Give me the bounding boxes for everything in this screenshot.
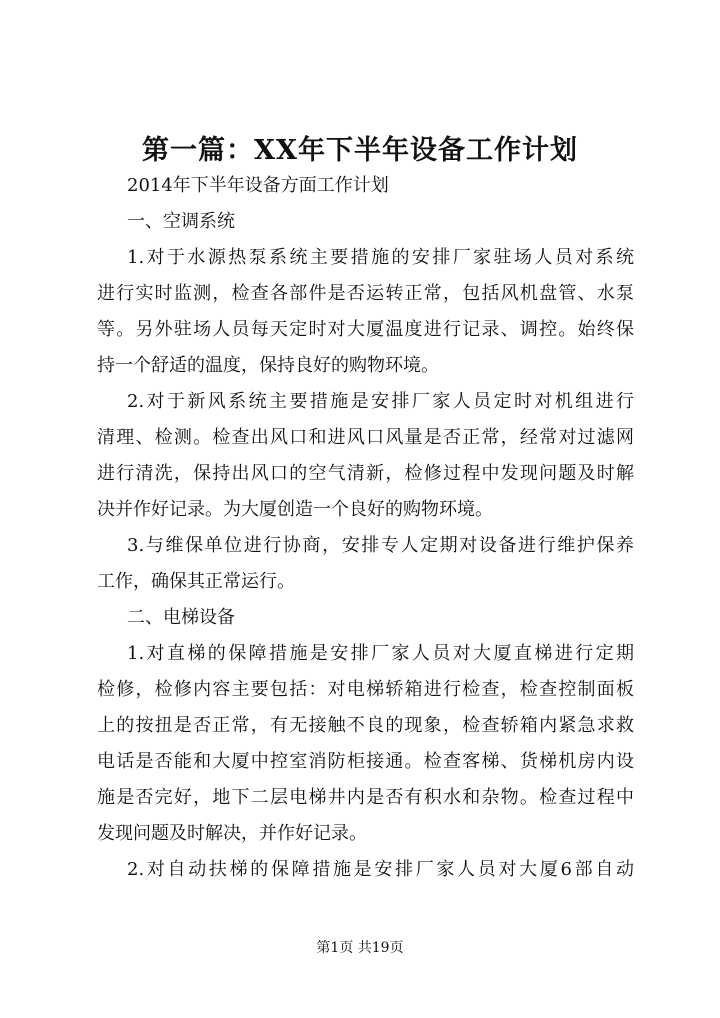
section-heading (97, 600, 634, 636)
text-line: 清理、检测。检查出风口和进风口风量是否正常，经常对过滤网 (97, 427, 634, 448)
paragraph (97, 852, 634, 888)
text-line: 等。另外驻场人员每天定时对大厦温度进行记录、调控。始终保 (97, 319, 634, 340)
page-footer: 第1页 共19页 (316, 940, 404, 956)
text-line: 工作，确保其正常运行。 (97, 571, 295, 592)
text-line: 一、空调系统 (127, 211, 235, 232)
section-heading (97, 204, 634, 240)
paragraph (97, 240, 634, 384)
text-line: 上的按扭是否正常，有无接触不良的现象，检查轿箱内紧急求救 (97, 715, 634, 736)
text-line: 施是否完好，地下二层电梯井内是否有积水和杂物。检查过程中 (97, 787, 634, 808)
text-line: 3.与维保单位进行协商，安排专人定期对设备进行维护保养 (127, 535, 634, 556)
paragraph (97, 636, 634, 852)
text-line: 进行清洗，保持出风口的空气清新，检修过程中发现问题及时解 (97, 463, 634, 484)
text-line: 二、电梯设备 (127, 607, 235, 628)
paragraph (97, 528, 634, 600)
text-line: 1.对于水源热泵系统主要措施的安排厂家驻场人员对系统 (127, 247, 634, 268)
text-line: 电话是否能和大厦中控室消防柜接通。检查客梯、货梯机房内设 (97, 751, 634, 772)
text-line: 决并作好记录。为大厦创造一个良好的购物环境。 (97, 499, 493, 520)
text-line: 持一个舒适的温度，保持良好的购物环境。 (97, 355, 439, 376)
text-line: 2.对于新风系统主要措施是安排厂家人员定时对机组进行 (127, 391, 634, 412)
text-line: 1.对直梯的保障措施是安排厂家人员对大厦直梯进行定期 (127, 643, 634, 664)
document-title: 第一篇：XX年下半年设备工作计划 (142, 135, 578, 166)
text-line: 2.对自动扶梯的保障措施是安排厂家人员对大厦6部自动 (127, 859, 634, 880)
document-subtitle: 2014年下半年设备方面工作计划 (127, 175, 389, 196)
text-line: 进行实时监测，检查各部件是否运转正常，包括风机盘管、水泵 (97, 283, 634, 304)
text-line: 检修，检修内容主要包括：对电梯轿箱进行检查，检查控制面板 (97, 679, 634, 700)
paragraph (97, 384, 634, 528)
text-line: 发现问题及时解决，并作好记录。 (97, 823, 367, 844)
document-body (97, 168, 634, 888)
